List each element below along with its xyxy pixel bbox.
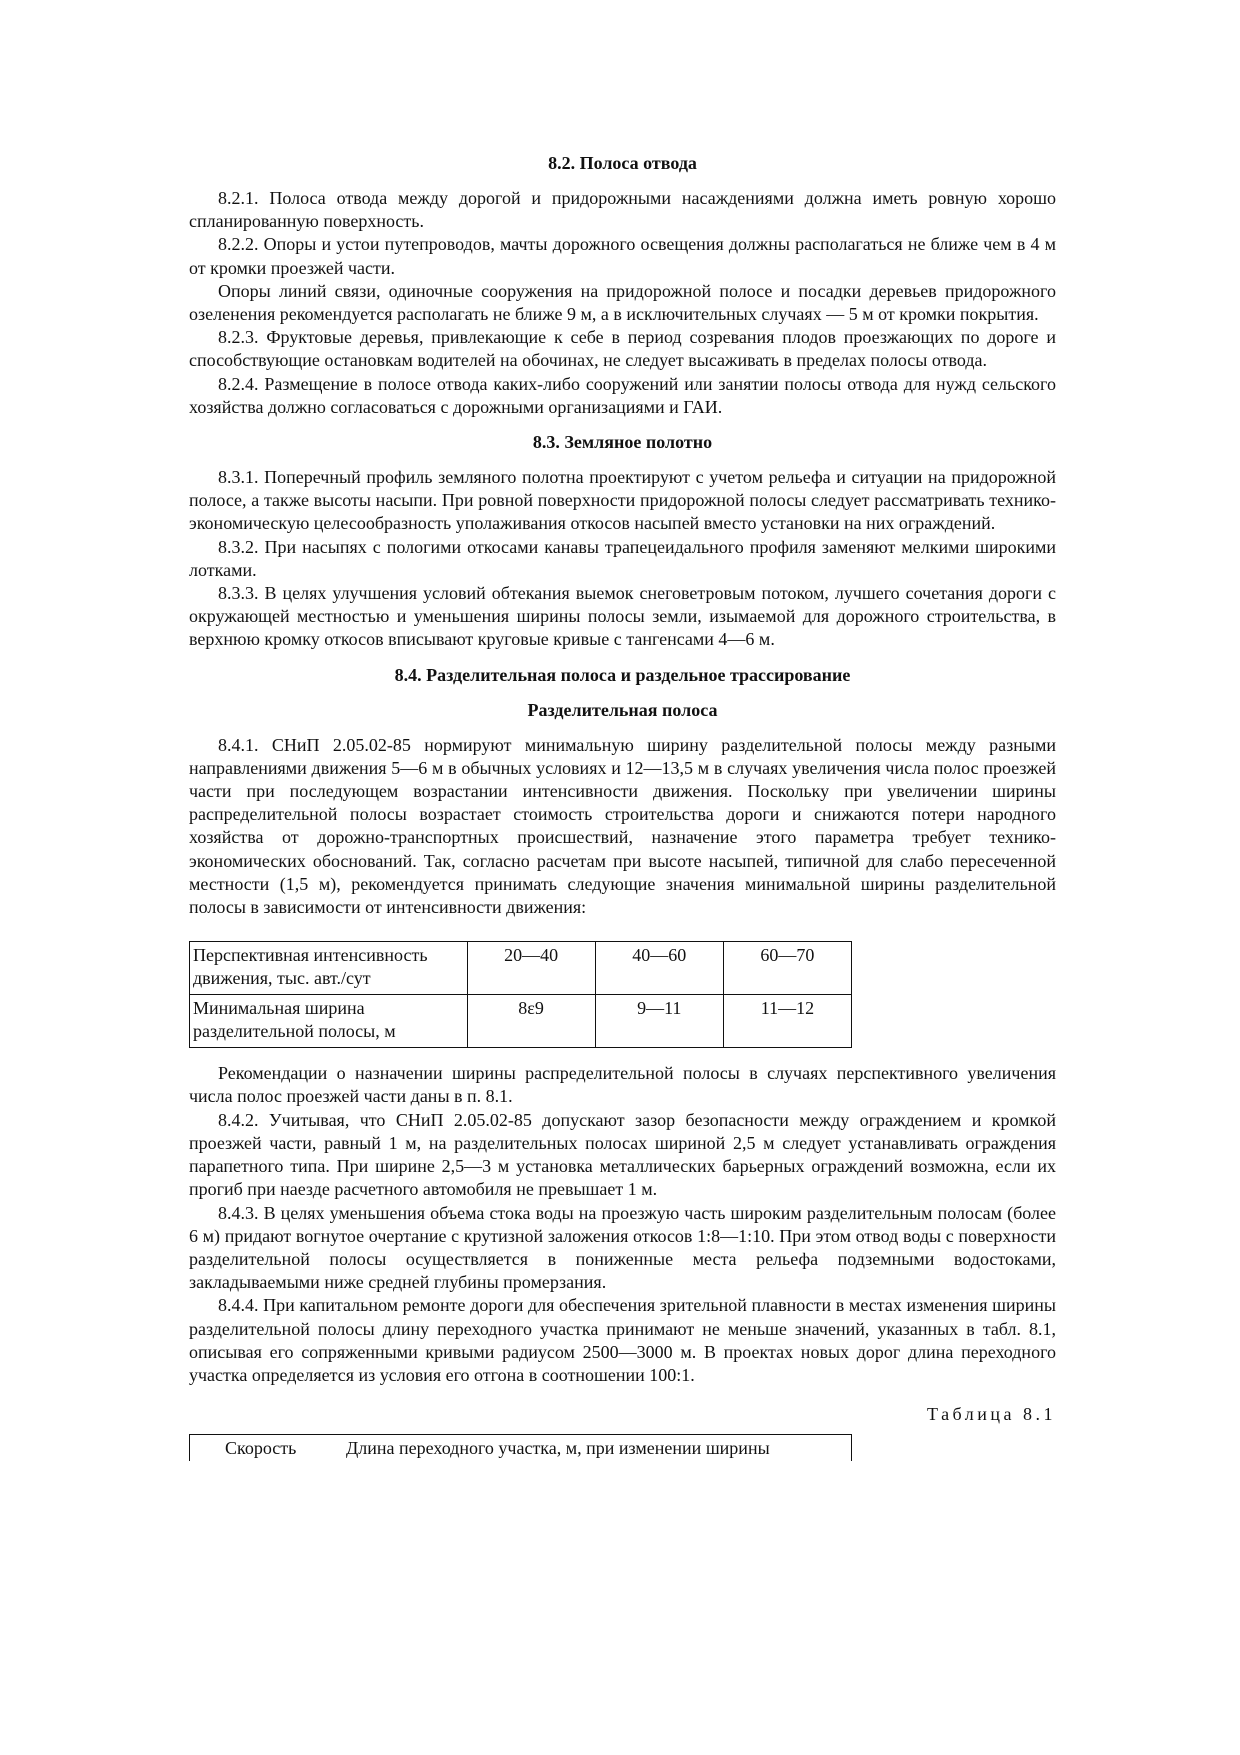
table-cell: 40—60 <box>595 942 723 995</box>
table-header-speed: Скорость <box>225 1438 297 1459</box>
section-heading-8-2: 8.2. Полоса отвода <box>548 153 697 173</box>
page-content <box>189 152 1056 1459</box>
table-row-header: Перспективная интенсивность движения, тыс. авт./сут <box>190 942 468 995</box>
median-width-table <box>189 941 852 1048</box>
paragraph-8-2-4: 8.2.4. Размещение в полосе отвода каких-либо сооружений или занятии полосы отвода для нужд сельского хозяйства должно согласоваться с дорожными организациями и ГАИ. <box>189 373 1056 417</box>
table-cell: 20—40 <box>467 942 595 995</box>
table-border-right <box>851 1435 852 1461</box>
paragraph-recommendation: Рекомендации о назначении ширины распределительной полосы в случаях перспективного увеличения числа полос проезжей части даны в п. 8.1. <box>189 1063 1056 1107</box>
paragraph-8-2-3: 8.2.3. Фруктовые деревья, привлекающие к себе в период созревания плодов проезжающих по дороге и способствующие остановкам водителей на обочинах, не следует высаживать в пределах полосы отвода. <box>189 327 1056 371</box>
paragraph-8-4-4: 8.4.4. При капитальном ремонте дороги для обеспечения зрительной плавности в местах изменения ширины разделительной полосы длину переходного участка принимают не меньше значений, указанных в табл. 8.1, описывая его сопряженными кривыми радиусом 2500—3000 м. В проектах новых дорог длина переходного участка определяется из условия его отгона в соотношении 100:1. <box>189 1295 1056 1385</box>
paragraph-8-4-1: 8.4.1. СНиП 2.05.02-85 нормируют минимальную ширину разделительной полосы между разными направлениями движения 5—6 м в обычных условиях и 12—13,5 м в случаях увеличения числа полос проезжей части при последующем возрастании интенсивности движения. Поскольку при увеличении ширины распределительной полосы возрастает стоимость строительства дороги и снижаются потери народного хозяйства от дорожно-транспортных происшествий, назначение этого параметра требует технико-экономических обоснований. Так, согласно расчетам при высоте насыпей, типичной для слабо пересеченной местности (1,5 м), рекомендуется принимать следующие значения минимальной ширины разделительной полосы в зависимости от интенсивности движения: <box>189 734 1056 918</box>
paragraph-8-3-2: 8.3.2. При насыпях с пологими откосами канавы трапецеидального профиля заменяют мелкими широкими лотками. <box>189 536 1056 580</box>
table-cell: 60—70 <box>723 942 851 995</box>
table-caption: Таблица 8.1 <box>927 1404 1056 1425</box>
subsection-heading: Разделительная полоса <box>527 699 718 720</box>
table-cell: 8ε9 <box>467 995 595 1048</box>
table-row <box>190 942 852 995</box>
section-heading-8-4: 8.4. Разделительная полоса и раздельное трассирование <box>394 664 851 685</box>
paragraph-8-3-1: 8.3.1. Поперечный профиль земляного полотна проектируют с учетом рельефа и ситуации на придорожной полосе, а также высоты насыпи. При ровной поверхности придорожной полосы следует рассматривать технико-экономическую целесообразность уполаживания откосов насыпей вместо установки на них ограждений. <box>189 467 1056 534</box>
table-row-header: Минимальная ширина разделительной полосы, м <box>190 995 468 1048</box>
table-header-length: Длина переходного участка, м, при изменении ширины <box>346 1438 770 1459</box>
paragraph-8-2-2: 8.2.2. Опоры и устои путепроводов, мачты дорожного освещения должны располагаться не ближе чем в 4 м от кромки проезжей части. <box>189 234 1056 278</box>
table-row <box>190 995 852 1048</box>
paragraph-8-2-2-cont: Опоры линий связи, одиночные сооружения на придорожной полосе и посадки деревьев придорожного озеленения рекомендуется располагать не ближе 9 м, а в исключительных случаях — 5 м от кромки покрытия. <box>189 280 1056 325</box>
paragraph-8-4-2: 8.4.2. Учитывая, что СНиП 2.05.02-85 допускают зазор безопасности между ограждением и кромкой проезжей части, равный 1 м, на разделительных полосах шириной 2,5 м следует устанавливать ограждения парапетного типа. При ширине 2,5—3 м установка металлических барьерных ограждений возможна, если их прогиб при наезде расчетного автомобиля не превышает 1 м. <box>189 1109 1056 1200</box>
table-cell: 11—12 <box>723 995 851 1048</box>
section-heading-8-3: 8.3. Земляное полотно <box>532 432 713 453</box>
paragraph-8-4-3: 8.4.3. В целях уменьшения объема стока воды на проезжую часть широким разделительным полосам (более 6 м) придают вогнутое очертание с крутизной заложения откосов 1:8—1:10. При этом отвод воды с поверхности разделительной полосы осуществляется в пониженные места рельефа подземными водостоками, закладываемыми ниже средней глубины промерзания. <box>189 1202 1056 1293</box>
paragraph-8-2-1: 8.2.1. Полоса отвода между дорогой и придорожными насаждениями должна иметь ровную хорошо спланированную поверхность. <box>189 188 1056 232</box>
table-border-left <box>189 1435 190 1461</box>
paragraph-8-3-3: 8.3.3. В целях улучшения условий обтекания выемок снеговетровым потоком, лучшего сочетания дороги с окружающей местностью и уменьшения ширины полосы земли, изымаемой для дорожного строительства, в верхнюю кромку откосов вписывают круговые кривые с тангенсами 4—6 м. <box>189 583 1056 650</box>
table-8-1-header-fragment <box>189 1434 852 1459</box>
table-cell: 9—11 <box>595 995 723 1048</box>
